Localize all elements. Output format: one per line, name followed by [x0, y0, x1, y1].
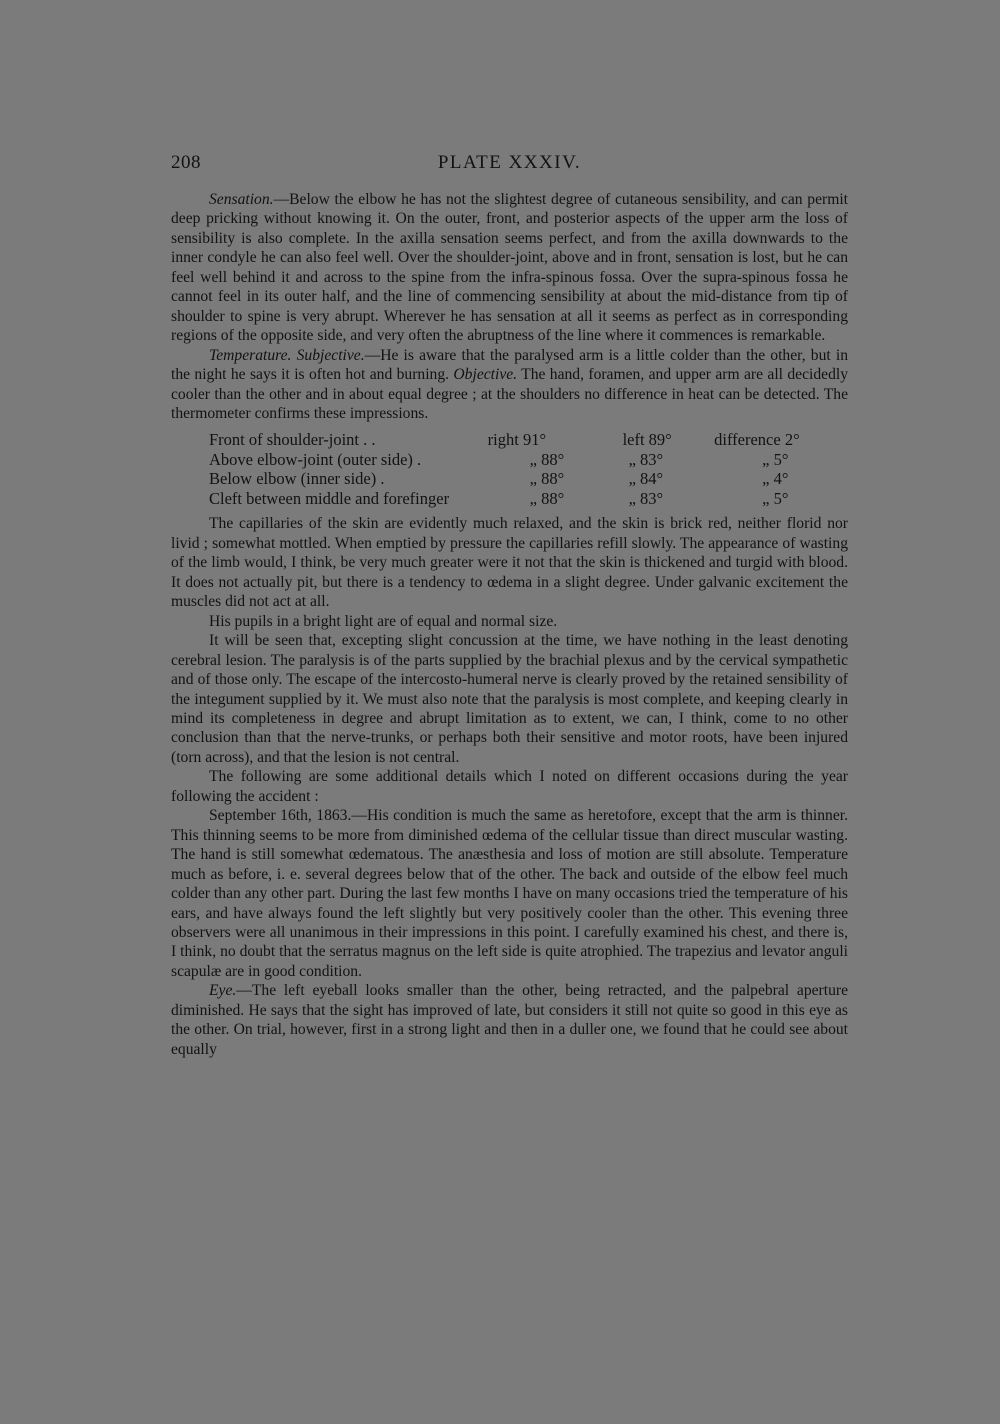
table-cell-left: „ 83°	[628, 449, 664, 469]
paragraph-capillaries: The capillaries of the skin are evidently much relaxed, and the skin is brick red, neither florid nor livid ; somewhat mottled. When emptied by pressure the capillaries refill slowly. The appearance of wasting of the limb would, I think, be very much greater were it not that the skin is thickened and turgid with blood. It does not actually pit, but there is a tendency to œdema in a slight degree. Under galvanic excitement the muscles did not act at all.	[171, 515, 848, 611]
temperature-table	[209, 430, 848, 508]
paragraph-temperature-text1: —He is aware that the paralysed arm is a little colder than the other, but in the night he says it is often hot and burning.	[171, 346, 848, 384]
table-cell-difference: difference 2°	[714, 430, 800, 450]
lead-in-sensation: Sensation.	[209, 191, 274, 208]
table-cell-difference: „ 5°	[762, 488, 789, 508]
table-cell-site: Above elbow-joint (outer side) .	[209, 449, 422, 469]
paragraph-eye	[171, 981, 848, 1059]
table-cell-left: „ 83°	[628, 488, 664, 508]
plate-title: PLATE XXXIV.	[437, 152, 582, 173]
paragraph-temperature-text2: The hand, foramen, and upper arm are all decidedly cooler than the other and in about equal degree ; at the shoulders no difference in heat can be detected. The thermometer confirms these impressions.	[171, 366, 848, 422]
table-row	[209, 469, 848, 489]
table-row	[209, 450, 848, 470]
table-row	[209, 430, 848, 450]
table-cell-site: Front of shoulder-joint . .	[209, 430, 376, 450]
table-cell-left: „ 84°	[628, 469, 664, 489]
paragraph-temperature	[171, 346, 848, 424]
table-cell-right: right 91°	[487, 430, 547, 450]
table-cell-difference: „ 5°	[762, 449, 789, 469]
paragraph-eye-text: —The left eyeball looks smaller than the other, being retracted, and the palpebral aperture diminished. He says that the sight has improved of late, but considers it still not quite so good in this eye as the other. On trial, however, first in a strong light and then in a duller one, we found that he could see about equally	[171, 982, 848, 1058]
paragraph-sensation	[171, 190, 848, 346]
table-cell-right: „ 88°	[529, 449, 565, 469]
table-cell-left: left 89°	[622, 430, 672, 450]
paragraph-september: September 16th, 1863.—His condition is much the same as heretofore, except that the arm is thinner. This thinning seems to be more from diminished œdema of the cellular tissue than direct muscular wasting. The hand is still somewhat œdematous. The anæsthesia and loss of motion are still absolute. Temperature much as before, i. e. several degrees below that of the other. The back and outside of the elbow feel much colder than any other part. During the last few months I have on many occasions tried the temperature of his ears, and have always found the left slightly but very positively cooler than the other. This evening three observers were all unanimous in their impressions in this point. I carefully examined his chest, and there is, I think, no doubt that the serratus magnus on the left side is quite atrophied. The trapezius and levator anguli scapulæ are in good condition.	[171, 807, 848, 980]
table-cell-right: „ 88°	[529, 488, 565, 508]
paragraph-sensation-text: —Below the elbow he has not the slightest degree of cutaneous sensibility, and can permit deep pricking without knowing it. On the outer, front, and posterior aspects of the upper arm the loss of sensibility is also complete. In the axilla sensation seems perfect, and from the axilla downwards to the inner condyle he can also feel well. Over the shoulder-joint, above and in front, sensation is lost, but he can feel well behind it and across to the spine from the infra-spinous fossa. Over the supra-spinous fossa he cannot feel in its outer half, and the line of commencing sensibility at about the mid-distance from tip of shoulder to spine is very abrupt. Wherever he has sensation at all it seems as perfect as in corresponding regions of the opposite side, and very often the abruptness of the line where it commences is remarkable.	[171, 191, 848, 345]
paragraph-following: The following are some additional details which I noted on different occasions during the year following the accident :	[171, 768, 848, 805]
table-cell-site: Cleft between middle and forefinger	[209, 488, 450, 508]
table-cell-difference: „ 4°	[762, 469, 789, 489]
lead-in-subjective: Subjective.	[296, 346, 365, 364]
table-row	[209, 489, 848, 509]
table-cell-right: „ 88°	[529, 469, 565, 489]
page-number: 208	[171, 152, 201, 173]
paragraph-pupils: His pupils in a bright light are of equal and normal size.	[209, 612, 558, 630]
lead-in-eye: Eye.	[209, 982, 237, 1000]
lead-in-temperature: Temperature.	[209, 346, 292, 364]
paragraph-conclusion: It will be seen that, excepting slight concussion at the time, we have nothing in the least denoting cerebral lesion. The paralysis is of the parts supplied by the brachial plexus and by the cervical sympathetic and of those only. The escape of the intercosto-humeral nerve is clearly proved by the retained sensibility of the integument supplied by it. We must also note that the paralysis is most complete, and keeping clearly in mind its completeness in degree and abrupt limitation as to extent, we can, I think, come to no other conclusion than that the nerve-trunks, or perhaps both their sensitive and motor roots, have been injured (torn across), and that the lesion is not central.	[171, 632, 848, 766]
lead-in-objective: Objective.	[453, 366, 518, 384]
page-header	[171, 152, 848, 176]
table-cell-site: Below elbow (inner side) .	[209, 469, 385, 489]
body-text	[171, 190, 848, 1059]
